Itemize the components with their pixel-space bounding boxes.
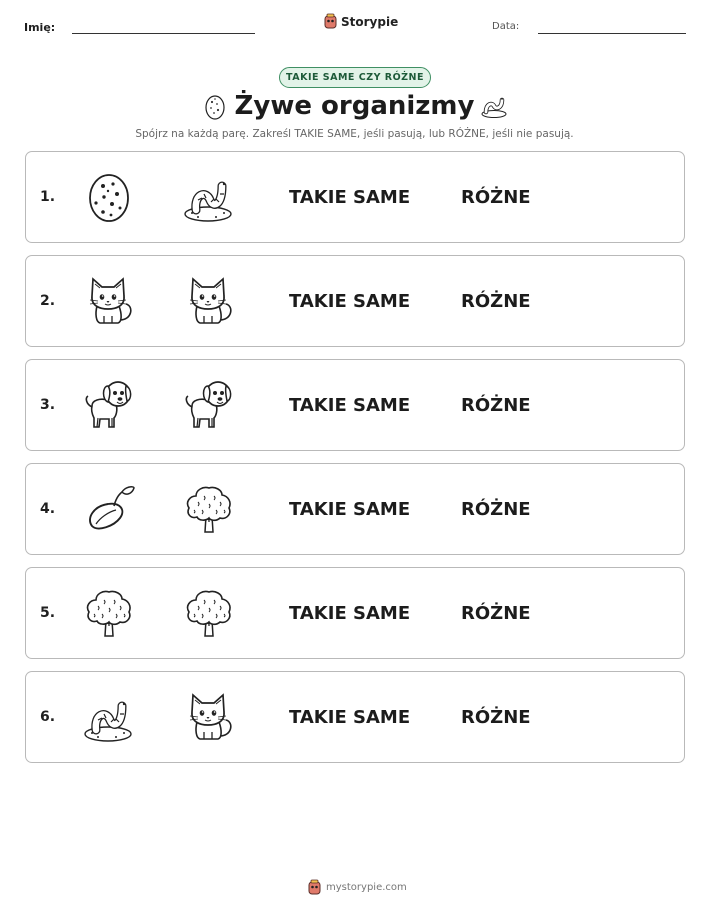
- row-number: 1.: [40, 189, 56, 205]
- cat-icon: [82, 276, 136, 328]
- footer-site: mystorypie.com: [326, 882, 407, 893]
- pair-row: [25, 151, 685, 243]
- row-number: 2.: [40, 293, 56, 309]
- row-number: 5.: [40, 605, 56, 621]
- tree-icon: [182, 484, 236, 536]
- puppy-icon: [82, 380, 136, 432]
- option-same[interactable]: TAKIE SAME: [289, 291, 411, 312]
- option-same[interactable]: TAKIE SAME: [289, 707, 411, 728]
- date-label: Data:: [492, 21, 520, 32]
- cat-icon: [182, 276, 236, 328]
- option-different[interactable]: RÓŻNE: [461, 707, 531, 728]
- option-different[interactable]: RÓŻNE: [461, 499, 531, 520]
- footer: [307, 879, 407, 896]
- option-same[interactable]: TAKIE SAME: [289, 603, 411, 624]
- date-line[interactable]: [538, 33, 686, 34]
- pair-row: [25, 255, 685, 347]
- worm-icon: [182, 172, 236, 224]
- row-number: 4.: [40, 501, 56, 517]
- brand-name: Storypie: [341, 14, 399, 29]
- option-same[interactable]: TAKIE SAME: [289, 499, 411, 520]
- instructions: Spójrz na każdą parę. Zakreśl TAKIE SAME, jeśli pasują, lub RÓŻNE, jeśli nie pasują.: [135, 128, 574, 140]
- option-same[interactable]: TAKIE SAME: [289, 187, 411, 208]
- option-different[interactable]: RÓŻNE: [461, 187, 531, 208]
- seed-icon: [82, 484, 136, 536]
- pair-row: [25, 359, 685, 451]
- option-different[interactable]: RÓŻNE: [461, 395, 531, 416]
- cat-icon: [182, 692, 236, 744]
- name-line[interactable]: [72, 33, 255, 34]
- row-number: 6.: [40, 709, 56, 725]
- pair-row: [25, 463, 685, 555]
- worm-icon: [82, 692, 136, 744]
- egg-icon: [82, 172, 136, 224]
- category-badge: TAKIE SAME CZY RÓŻNE: [279, 67, 431, 88]
- pair-row: [25, 671, 685, 763]
- puppy-icon: [182, 380, 236, 432]
- name-label: Imię:: [24, 21, 56, 34]
- pair-row: [25, 567, 685, 659]
- storypie-logo-icon: [307, 879, 322, 896]
- worm-icon: [480, 94, 508, 118]
- option-different[interactable]: RÓŻNE: [461, 603, 531, 624]
- brand-logo: [323, 13, 398, 30]
- tree-icon: [82, 588, 136, 640]
- row-number: 3.: [40, 397, 56, 413]
- option-same[interactable]: TAKIE SAME: [289, 395, 411, 416]
- option-different[interactable]: RÓŻNE: [461, 291, 531, 312]
- tree-icon: [182, 588, 236, 640]
- storypie-logo-icon: [323, 13, 338, 30]
- page-title: Żywe organizmy: [234, 91, 475, 121]
